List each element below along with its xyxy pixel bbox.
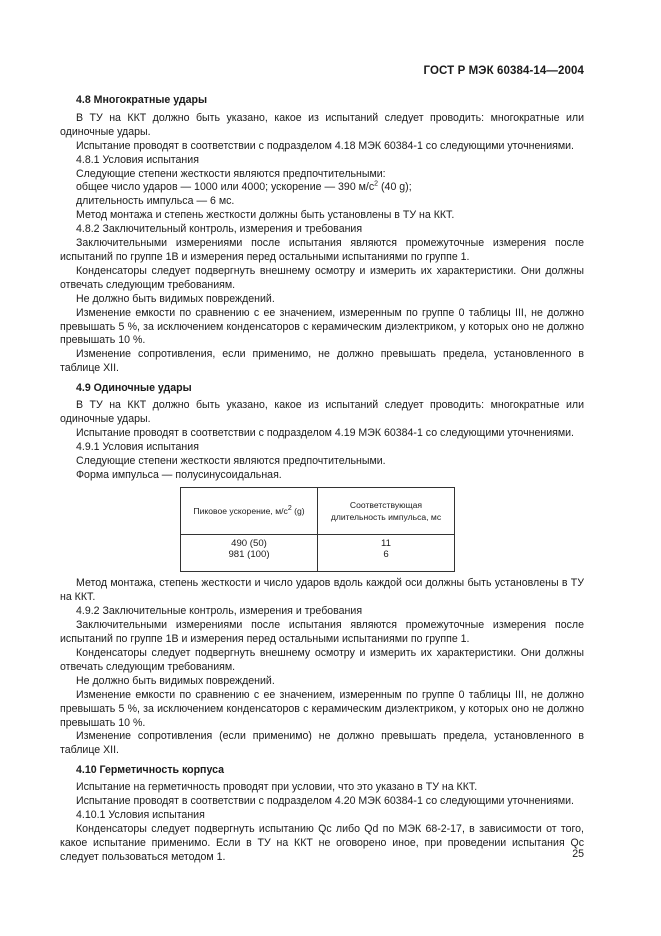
page-number: 25 xyxy=(572,848,584,860)
paragraph: Изменение емкости по сравнению с ее значением, измеренным по группе 0 таблицы III, не должно превышать 5 %, за исключением конденсаторов с керамическим диэлектриком, у которых оно не должно превышать 10 %. xyxy=(60,688,584,729)
table-value: 6 xyxy=(383,549,389,561)
shock-severity-table xyxy=(180,487,455,572)
paragraph: Конденсаторы следует подвергнуть внешнему осмотру и измерить их характеристики. Они должны отвечать следующим требованиям. xyxy=(60,264,584,291)
text-run: Соответствующая xyxy=(349,500,423,511)
table-header-cell xyxy=(181,488,318,535)
section-heading-4-9: 4.9 Одиночные удары xyxy=(76,382,192,395)
paragraph: Следующие степени жесткости являются предпочтительными. xyxy=(76,454,386,467)
paragraph: Не должно быть видимых повреждений. xyxy=(76,674,275,687)
table-cell xyxy=(181,535,318,572)
paragraph: Испытание проводят в соответствии с подразделом 4.18 МЭК 60384-1 со следующими уточнениями. xyxy=(76,139,574,152)
paragraph: Испытание проводят в соответствии с подразделом 4.19 МЭК 60384-1 со следующими уточнениями. xyxy=(76,426,574,439)
superscript: 2 xyxy=(374,180,379,188)
paragraph: Изменение сопротивления, если применимо, не должно превышать предела, установленного в таблице XII. xyxy=(60,348,584,375)
subsection-heading-4-8-1: 4.8.1 Условия испытания xyxy=(76,153,199,166)
table-value: 981 (100) xyxy=(228,549,270,561)
paragraph: Метод монтажа и степень жесткости должны быть установлены в ТУ на ККТ. xyxy=(76,209,455,222)
table-header-row xyxy=(181,488,455,535)
subsection-heading-4-10-1: 4.10.1 Условия испытания xyxy=(76,808,205,821)
paragraph: В ТУ на ККТ должно быть указано, какое из испытаний следует проводить: многократные или одиночные удары. xyxy=(60,399,584,425)
document-body xyxy=(60,94,584,865)
paragraph: длительность импульса — 6 мс. xyxy=(76,195,235,208)
paragraph: Не должно быть видимых повреждений. xyxy=(76,292,275,305)
superscript: 2 xyxy=(287,505,292,513)
table-row xyxy=(181,535,455,572)
paragraph: Испытание на герметичность проводят при условии, что это указано в ТУ на ККТ. xyxy=(76,781,478,794)
text-run: (g) xyxy=(291,506,305,517)
subsection-heading-4-9-2: 4.9.2 Заключительные контроль, измерения и требования xyxy=(76,605,363,618)
table-cell xyxy=(318,535,455,572)
text-run: длительность импульса, мс xyxy=(330,512,442,523)
paragraph: Форма импульса — полусинусоидальная. xyxy=(76,468,282,481)
paragraph: Изменение емкости по сравнению с ее значением, измеренным по группе 0 таблицы III, не должно превышать 5 %, за исключением конденсаторов с керамическим диэлектриком, у которых оно не должно превышать 10 %. xyxy=(60,306,584,347)
paragraph: Заключительными измерениями после испытания являются промежуточные измерения после испытаний по группе 1В и измерения перед остальными испытаниями по группе 1. xyxy=(60,237,584,263)
text-run: общее число ударов — 1000 или 4000; ускорение — 390 м/с xyxy=(76,181,375,194)
table-value: 11 xyxy=(381,538,391,550)
subsection-heading-4-8-2: 4.8.2 Заключительный контроль, измерения и требования xyxy=(76,223,363,236)
paragraph: Следующие степени жесткости являются предпочтительными: xyxy=(76,167,386,180)
text-run: Пиковое ускорение, м/с xyxy=(193,506,288,517)
paragraph: Изменение сопротивления (если применимо) не должно превышать предела, установленного в таблице XII. xyxy=(60,730,584,757)
standard-designation: ГОСТ Р МЭК 60384-14—2004 xyxy=(423,65,584,77)
text-run: (40 g); xyxy=(378,181,412,194)
paragraph: В ТУ на ККТ должно быть указано, какое из испытаний следует проводить: многократные или одиночные удары. xyxy=(60,111,584,138)
paragraph: Заключительными измерениями после испытания являются промежуточные измерения после испытаний по группе 1В и измерения перед остальными испытаниями по группе 1. xyxy=(60,619,584,646)
paragraph: Испытание проводят в соответствии с подразделом 4.20 МЭК 60384-1 со следующими уточнениями. xyxy=(76,795,574,808)
subsection-heading-4-9-1: 4.9.1 Условия испытания xyxy=(76,440,199,453)
table-header-cell xyxy=(318,488,455,535)
section-heading-4-10: 4.10 Герметичность корпуса xyxy=(76,764,225,777)
paragraph: Конденсаторы следует подвергнуть внешнему осмотру и измерить их характеристики. Они должны отвечать следующим требованиям. xyxy=(60,647,584,673)
section-heading-4-8: 4.8 Многократные удары xyxy=(76,94,208,106)
table-value: 490 (50) xyxy=(231,538,267,550)
paragraph: Конденсаторы следует подвергнуть испытанию Qc либо Qd по МЭК 68-2-17, в зависимости от того, какое испытание применимо. Если в ТУ на ККТ не оговорено иное, при проведении испытания Qc следует пользоваться методом 1. xyxy=(60,822,584,863)
paragraph xyxy=(60,181,584,195)
paragraph: Метод монтажа, степень жесткости и число ударов вдоль каждой оси должны быть установлены в ТУ на ККТ. xyxy=(60,577,584,604)
